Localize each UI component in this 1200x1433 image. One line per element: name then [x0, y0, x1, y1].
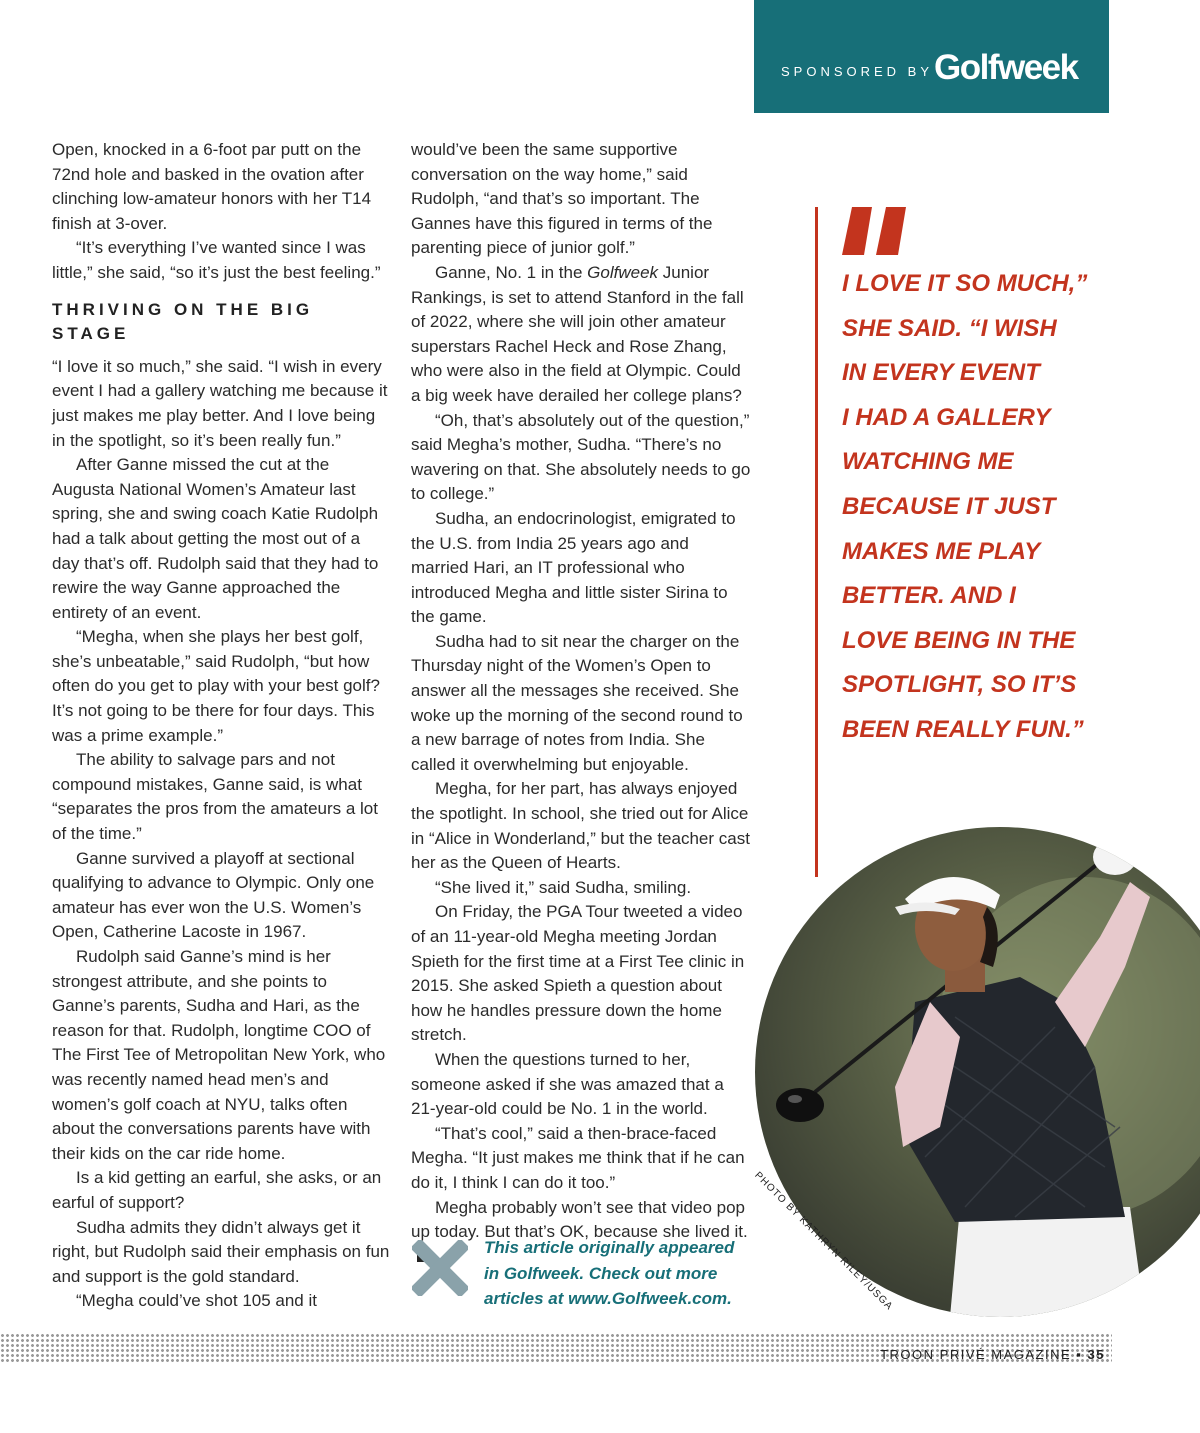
- paragraph: Sudha had to sit near the charger on the Thursday night of the Women’s Open to answer all the messages she received. She woke up the morning of the second round to a new barrage of notes from India. She called it overwhelming but enjoyable.: [411, 631, 743, 774]
- section-subhead: THRIVING ON THE BIG STAGE: [52, 299, 314, 344]
- pull-quote-line: LOVE BEING IN THE: [842, 626, 1076, 654]
- page-footer: [880, 1347, 1105, 1362]
- source-note-line[interactable]: articles at www.Golfweek.com.: [484, 1289, 732, 1308]
- paragraph: After Ganne missed the cut at the Augusta National Women’s Amateur last spring, she and swing coach Katie Rudolph had a talk about getting the most out of a day that’s off. Rudolph said that they had to rewire the way Ganne approached the entirety of an event.: [52, 455, 379, 622]
- paragraph: “It’s everything I’ve wanted since I was little,” she said, “so it’s just the best feeling.”: [52, 238, 381, 282]
- photo-credit: PHOTO BY KATHRYN RILEY/USGA: [752, 1170, 895, 1313]
- paragraph: On Friday, the PGA Tour tweeted a video of an 11-year-old Megha meeting Jordan Spieth for the first time at a First Tee clinic in 2015. She asked Spieth a question about how he handles pressure down the home stretch.: [411, 902, 745, 1045]
- close-x-icon: [412, 1240, 468, 1296]
- article-column-1: [52, 138, 392, 1314]
- text-run: Ganne, No. 1 in the: [435, 262, 588, 282]
- paragraph: Rudolph said Ganne’s mind is her strongest attribute, and she points to Ganne’s parents, Sudha and Hari, as the reason for that. Rudolph, longtime COO of The First Tee of Metropolitan New York, who was recently named head men’s and women’s golf coach at NYU, talks often about the conversations parents have with their kids on the car ride home.: [52, 947, 386, 1163]
- paragraph: “That’s cool,” said a then-brace-faced Megha. “It just makes me think that if he can do it, I think I can do it too.”: [411, 1123, 745, 1192]
- golfweek-logo: Golfweek: [934, 48, 1078, 87]
- source-note-line: This article originally appeared: [484, 1238, 735, 1257]
- pull-quote-line: BETTER. AND I: [842, 582, 1016, 610]
- paragraph: “She lived it,” said Sudha, smiling.: [435, 877, 692, 897]
- text-run: Junior Rankings, is set to attend Stanford in the fall of 2022, where she will join other amateur superstars Rachel Heck and Rose Zhang, who were also in the field at Olympic. Could a big week have derailed her college plans?: [411, 262, 744, 405]
- pull-quote-line: I HAD A GALLERY: [842, 403, 1051, 431]
- paragraph: When the questions turned to her, someone asked if she was amazed that a 21-year-old could be No. 1 in the world.: [411, 1049, 724, 1119]
- source-note-line: in Golfweek. Check out more: [484, 1263, 718, 1283]
- paragraph: “Megha could’ve shot 105 and it: [76, 1291, 317, 1311]
- footer-separator: ▪: [1076, 1347, 1083, 1362]
- paragraph: Open, knocked in a 6-foot par putt on the 72nd hole and basked in the ovation after clinching low-amateur honors with her T14 finish at 3-over.: [52, 140, 372, 233]
- paragraph: “I love it so much,” she said. “I wish in every event I had a gallery watching me because it just makes me play better. And I love being in the spotlight, so it’s been really fun.”: [52, 356, 388, 450]
- page-number: 35: [1087, 1347, 1105, 1362]
- publication-name: Golfweek: [587, 262, 659, 282]
- source-note: [484, 1235, 754, 1312]
- pull-quote-line: SHE SAID. “I WISH: [842, 314, 1057, 342]
- paragraph: Sudha, an endocrinologist, emigrated to the U.S. from India 25 years ago and married Hari, an IT professional who introduced Megha and little sister Sirina to the game.: [411, 508, 736, 627]
- paragraph: Is a kid getting an earful, she asks, or an earful of support?: [52, 1168, 382, 1212]
- pull-quote-line: I LOVE IT SO MUCH,”: [842, 270, 1088, 297]
- pull-quote-line: IN EVERY EVENT: [842, 359, 1040, 387]
- pull-quote-line: BECAUSE IT JUST: [842, 492, 1056, 520]
- sponsor-banner: [754, 0, 1109, 113]
- pull-quote-line: BEEN REALLY FUN.”: [842, 715, 1084, 743]
- pull-quote-rule: [815, 207, 818, 877]
- pull-quote-line: MAKES ME PLAY: [842, 537, 1041, 565]
- paragraph: “Oh, that’s absolutely out of the question,” said Megha’s mother, Sudha. “There’s no wavering on that. She absolutely needs to go to college.”: [411, 410, 751, 504]
- text-run: Megha probably won’t see that video pop up today. But that’s OK, because she lived it.: [411, 1197, 748, 1242]
- paragraph: would’ve been the same supportive conversation on the way home,” said Rudolph, “and that’s so important. The Gannes have this figured in terms of the parenting piece of junior golf.”: [411, 140, 713, 258]
- paragraph: The ability to salvage pars and not compound mistakes, Ganne said, is what “separates the pros from the amateurs a lot of the time.”: [52, 750, 378, 844]
- paragraph: Megha, for her part, has always enjoyed the spotlight. In school, she tried out for Alice in “Alice in Wonderland,” but the teacher cast her as the Queen of Hearts.: [411, 779, 750, 873]
- pull-quote: [842, 262, 1102, 753]
- quote-mark-icon: [842, 207, 912, 255]
- pull-quote-line: WATCHING ME: [842, 448, 1014, 476]
- magazine-name: TROON PRIVÉ MAGAZINE: [880, 1347, 1072, 1362]
- paragraph: Sudha admits they didn’t always get it right, but Rudolph said their emphasis on fun and support is the gold standard.: [52, 1217, 390, 1286]
- article-column-2: [411, 138, 751, 1269]
- paragraph: “Megha, when she plays her best golf, she’s unbeatable,” said Rudolph, “but how often do you get to play with your best golf? It’s not going to be there for four days. This was a prime example.”: [52, 627, 380, 745]
- paragraph: Ganne survived a playoff at sectional qualifying to advance to Olympic. Only one amateur has ever won the U.S. Women’s Open, Catherine Lacoste in 1967.: [52, 848, 375, 942]
- sponsor-label: SPONSORED BY: [781, 64, 934, 79]
- paragraph: [411, 261, 751, 409]
- pull-quote-line: SPOTLIGHT, SO IT’S: [842, 671, 1077, 699]
